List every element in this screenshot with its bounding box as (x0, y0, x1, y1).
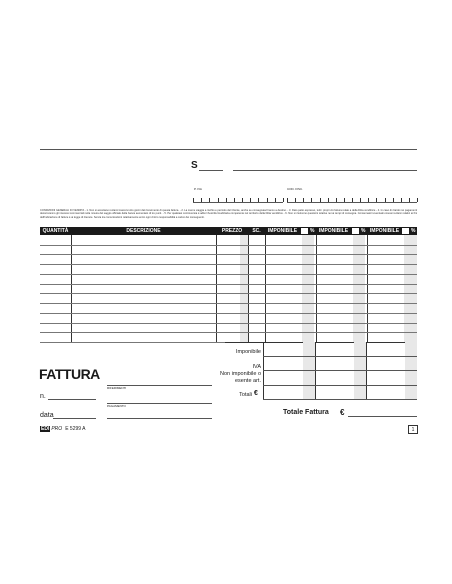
piva-tick (242, 198, 243, 202)
codfisc-tick (368, 198, 369, 202)
piva-tick (234, 198, 235, 202)
header-imponibile-3: IMPONIBILE (369, 228, 400, 234)
non-imponibile-label-2: esente art. (235, 378, 261, 384)
pagamento-line (107, 403, 212, 404)
header-pct-1: % (310, 228, 315, 234)
totals-row-2 (263, 370, 417, 371)
items-table (40, 227, 417, 342)
conditions-text: CONDIZIONI GENERALI DI VENDITA - 1. Non si accettano reclami trascorsi otto giorni dal ricevimento di questa fattura. - 2. La merce viaggia a rischio e pericolo del Cliente, anche se consegnata Franco a destino. - 3. Dato patto espresso, tutti i propri ciò fattura relate a della Ditta venditrice - 4. In caso di ritardo nei pagamenti decorreranno gli interessi commerciali nella misura del saggio ufficiale della banca aumentato di tre punti. - 5. Per qualsiasi controversia è adito l'Autorità Giudiziaria competente nel territorio della Ditta venditrice - 6. Non si risolvono questioni relative nei ai tempi di consegna. Consumatori eventuali omessi reclami relativi ai fini dell'indicazione di fatture è ai legge di ritenute. Senza tra comunicazioni relativamente entro ogni di loro responsabilità a carico dei conseguenti. (40, 209, 417, 219)
table-row (40, 332, 417, 333)
col-sep-2 (216, 235, 217, 342)
table-row (40, 293, 417, 294)
shade-imp-2 (353, 235, 365, 342)
totals-row-3 (263, 385, 417, 386)
col-sep-4 (265, 235, 266, 342)
header-descrizione: DESCRIZIONE (126, 228, 161, 234)
brand-code: E 5299 A (65, 426, 86, 432)
piva-tick (193, 198, 194, 202)
header-sc: SC. (252, 228, 261, 234)
fattura-title: FATTURA (39, 366, 100, 382)
table-row (40, 274, 417, 275)
codfisc-tick (295, 198, 296, 202)
brand-logo (40, 426, 85, 432)
piva-tick (275, 198, 276, 202)
page-number: 1 (411, 426, 415, 433)
piva-baseline (193, 202, 283, 203)
pagamento-label: PAGAMENTO (107, 404, 126, 408)
table-row (40, 254, 417, 255)
codfisc-tick (409, 198, 410, 202)
numero-line (48, 399, 96, 400)
header-pct-2: % (361, 228, 366, 234)
col-sep-6 (367, 235, 368, 342)
pct-box-3 (402, 228, 409, 234)
piva-label: P. IVA (194, 187, 202, 191)
codfisc-tick (401, 198, 402, 202)
imponibile-label: Imponibile (235, 349, 261, 355)
table-row (40, 303, 417, 304)
piva-tick (283, 198, 284, 202)
totale-fattura-line (348, 416, 417, 417)
riferimenti-line (107, 385, 212, 386)
codfisc-tick (311, 198, 312, 202)
top-rule (40, 149, 417, 150)
codfisc-tick (320, 198, 321, 202)
col-sep-5 (316, 235, 317, 342)
table-row (40, 313, 417, 314)
pagamento-line-2 (107, 418, 212, 419)
header-quantita: QUANTITÀ (42, 228, 69, 234)
totals-row-4 (263, 399, 417, 400)
col-sep-3 (248, 235, 249, 342)
piva-tick (201, 198, 202, 202)
piva-tick (258, 198, 259, 202)
piva-tick (218, 198, 219, 202)
pct-box-2 (352, 228, 359, 234)
codfisc-baseline (287, 202, 417, 203)
numero-label: n. (40, 393, 46, 400)
table-row (40, 284, 417, 285)
header-pct-3: % (411, 228, 416, 234)
brand-edi: EDI (41, 426, 50, 432)
page-number-box (408, 425, 418, 434)
col-sep-1 (71, 235, 72, 342)
piva-tick (209, 198, 210, 202)
totals-top-rule (225, 342, 417, 343)
piva-tick (250, 198, 251, 202)
codfisc-tick (417, 198, 418, 202)
shade-prezzo (240, 235, 248, 342)
codfisc-tick (287, 198, 288, 202)
shade-imp-3 (404, 235, 417, 342)
header-imponibile-1: IMPONIBILE (267, 228, 298, 234)
codfisc-tick (303, 198, 304, 202)
totale-fattura-euro: € (340, 408, 345, 417)
s-label: S (191, 160, 198, 171)
codfisc-tick (360, 198, 361, 202)
codfisc-tick (328, 198, 329, 202)
piva-tick (267, 198, 268, 202)
iva-label: IVA (252, 364, 261, 370)
codfisc-tick (385, 198, 386, 202)
totals-row-1 (263, 356, 417, 357)
totali-label: Totali (239, 392, 252, 398)
codfisc-label: COD. FISC. (287, 187, 304, 191)
shade-imp-1 (302, 235, 314, 342)
data-line (53, 418, 96, 419)
totali-euro: € (254, 390, 258, 397)
header-imponibile-2: IMPONIBILE (318, 228, 349, 234)
s-underline-long (233, 170, 417, 171)
codfisc-tick (352, 198, 353, 202)
codfisc-tick (376, 198, 377, 202)
totale-fattura-label: Totale Fattura (283, 409, 329, 416)
riferimenti-label: RIFERIMENTI (107, 386, 127, 390)
header-prezzo: PREZZO (221, 228, 243, 234)
non-imponibile-label-1: Non imponibile o (220, 371, 261, 377)
table-row (40, 245, 417, 246)
codfisc-tick (393, 198, 394, 202)
codfisc-tick (344, 198, 345, 202)
codfisc-tick (336, 198, 337, 202)
table-row (40, 323, 417, 324)
s-underline-short (199, 170, 223, 171)
table-row (40, 264, 417, 265)
brand-pro: PRO (51, 426, 63, 432)
piva-tick (226, 198, 227, 202)
pct-box-1 (301, 228, 308, 234)
data-label: data (40, 412, 54, 419)
